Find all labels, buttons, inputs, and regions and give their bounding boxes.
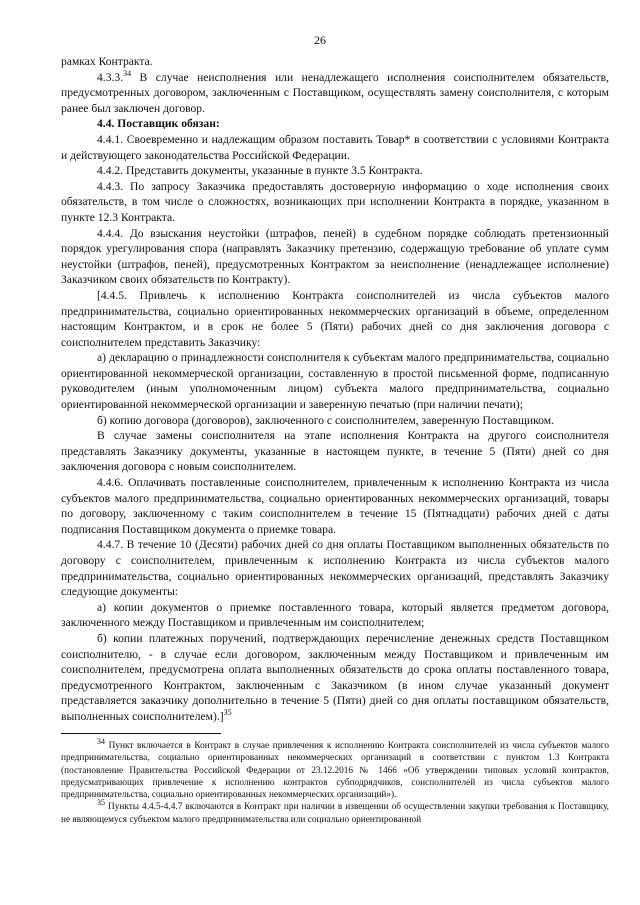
footnote-ref-35: 35 <box>223 708 232 718</box>
paragraph-item-b-payments: б) копии платежных поручений, подтверждающих перечисление денежных средств Поставщиком соисполнителю, - в случае если договором, заключенным между Поставщиком и привлеченным им соисполнителем, предусмотрена оплата выполненных обязательств до срока оплаты поставленного товара, предусмотренного Контрактом, заключенным с Заказчиком (в ином случае указанный документ представляется заказчику дополнительно в течение 5 (Пяти) дней со дня оплаты поставщиком обязательств, выполненных соисполнителем).]$^{35}$ <box>61 631 609 723</box>
paragraph-4-4-6: 4.4.6. Оплачивать поставленные соисполнителем, привлеченным к исполнению Контракта из числа субъектов малого предпринимательства, социально ориентированных некоммерческих организаций, товары по договору, заключенному с таким соисполнителем в течение 15 (Пятнадцати) рабочих дней с даты подписания Поставщиком документа о приемке товара. <box>61 476 609 536</box>
paragraph-4-4-7: 4.4.7. В течение 10 (Десяти) рабочих дней со дня оплаты Поставщиком выполненных обязательств по договору с соисполнителем, привлеченным к исполнению Контракта из числа субъектов малого предпринимательства, социально ориентированных некоммерческих организаций, представлять Заказчику следующие документы: <box>61 538 609 599</box>
section-heading-4-4: 4.4. Поставщик обязан: <box>97 117 220 131</box>
paragraph-item-a-declaration: а) декларацию о принадлежности соисполнителя к субъектам малого предпринимательства, социально ориентированной некоммерческой организации, составленную в простой письменной форме, подписанную руководителем (иным уполномоченным лицом) субъекта малого предпринимательства, социально ориентированной некоммерческой организации и заверенную печатью (при наличии печати); <box>61 351 609 412</box>
paragraph-4-4-2: 4.4.2. Представить документы, указанные в пункте 3.5 Контракта. <box>97 164 423 178</box>
contract-body-text <box>61 54 609 725</box>
paragraph-4-4-3: 4.4.3. По запросу Заказчика предоставлять достоверную информацию о ходе исполнения своих обязательств, в том числе о сложностях, возникающих при исполнении Контракта в порядке, указанном в пункте 12.3 Контракта. <box>61 179 609 224</box>
footnote-35: $^{35}$ Пункты 4.4.5-4.4.7 включаются в Контракт при наличии в извещении об осуществлении закупки требования к Поставщику, не являющемуся субъектом малого предпринимательства или социально ориентированной <box>61 798 609 825</box>
paragraph-replacement: В случае замены соисполнителя на этапе исполнения Контракта на другого соисполнителя представлять Заказчику документы, указанные в настоящем пункте, в течение 5 (Пяти) дней со дня заключения договора с новым соисполнителем. <box>61 429 609 474</box>
footnote-ref-34: 34 <box>123 68 132 78</box>
paragraph-item-b-contract-copy: б) копию договора (договоров), заключенного с соисполнителем, заверенную Поставщиком. <box>97 413 554 427</box>
page-number: 26 <box>314 33 326 47</box>
paragraph-4-3-3: 4.3.3.34 В случае неисполнения или ненадлежащего исполнения соисполнителем обязательств, предусмотренных договором, заключенным с Поставщиком, осуществлять замену соисполнителя, с которым ранее был заключен договор. <box>61 68 609 115</box>
paragraph-4-4-5: [4.4.5. Привлечь к исполнению Контракта соисполнителей из числа субъектов малого предпринимательства, социально ориентированных некоммерческих организаций в объеме, определенном настоящим Контрактом, и в срок не более 5 (Пяти) рабочих дней со дня заключения договора с соисполнителем представить Заказчику: <box>61 288 609 349</box>
paragraph-4-4-4: 4.4.4. До взыскания неустойки (штрафов, пеней) в судебном порядке соблюдать претензионный порядок урегулирования спора (направлять Заказчику претензию, содержащую требование об уплате сумм неустойки (штрафов, пеней), предусмотренных Контрактом за неисполнение (ненадлежащее исполнение) Заказчиком своих обязательств по Контракту). <box>61 226 609 287</box>
footnote-divider <box>61 733 221 734</box>
paragraph-continuation: рамках Контракта. <box>61 55 153 68</box>
footnote-34: $^{34}$ Пункт включается в Контракт в случае привлечения к исполнению Контракта соисполнителей из числа субъектов малого предпринимательства, социально ориентированных некоммерческих организаций в соответствии с пунктом 1.3 Контракта (постановление Правительства Российской Федерации от 23.12.2016 № 1466 «Об утверждении типовых условий контрактов, предусматривающих привлечение к исполнению контрактов субподрядчиков, соисполнителей из числа субъектов малого предпринимательства, социально ориентированных некоммерческих организаций»). <box>61 736 609 801</box>
paragraph-4-4-1: 4.4.1. Своевременно и надлежащим образом поставить Товар* в соответствии с условиями Контракта и действующего законодательства Российской Федерации. <box>61 132 609 162</box>
footnotes <box>61 736 609 826</box>
paragraph-item-a-acceptance: а) копии документов о приемке поставленного товара, который является предметом договора, заключенного между Поставщиком и привлеченным им соисполнителем; <box>61 600 609 630</box>
